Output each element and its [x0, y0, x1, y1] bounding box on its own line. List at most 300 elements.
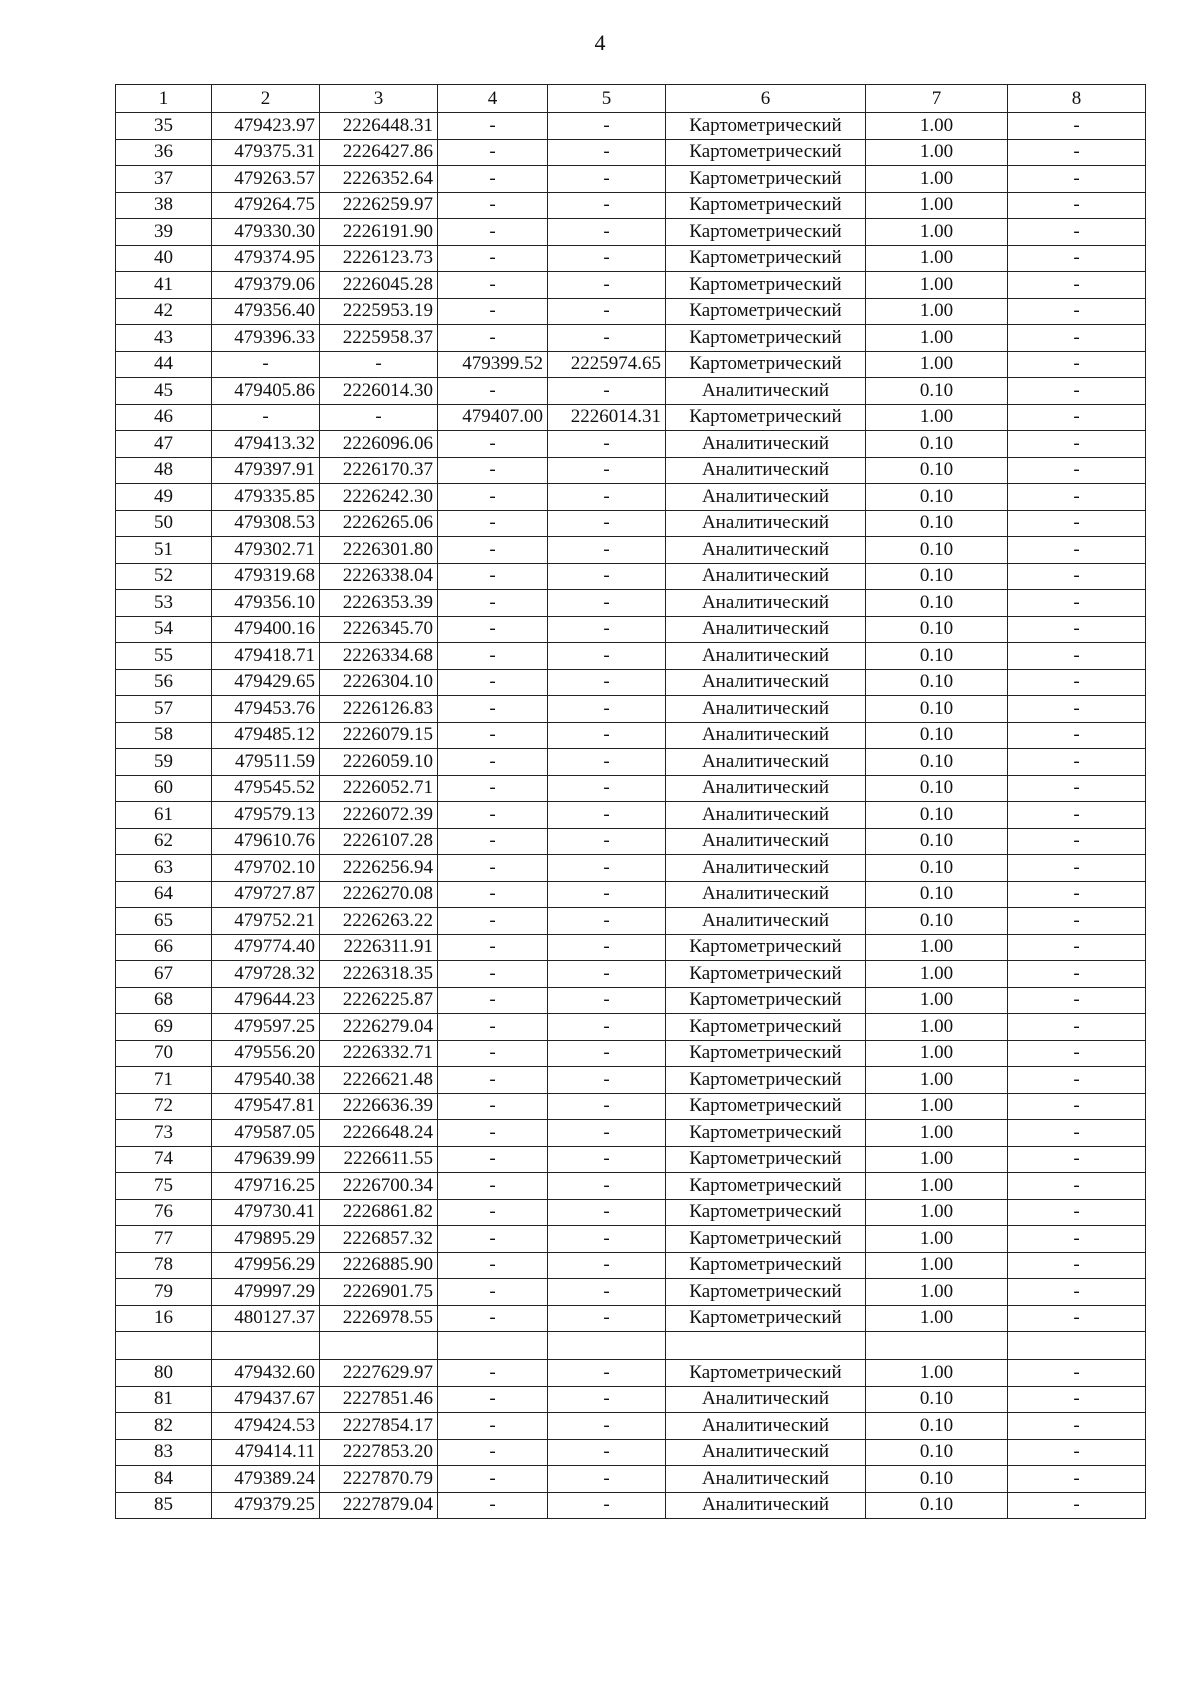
table-cell: Аналитический — [666, 643, 866, 670]
table-cell: - — [1008, 881, 1146, 908]
table-cell: 1.00 — [866, 1040, 1008, 1067]
table-cell: - — [320, 351, 438, 378]
table-cell: - — [438, 1067, 548, 1094]
table-cell: 1.00 — [866, 1093, 1008, 1120]
table-row — [116, 1466, 1146, 1493]
table-cell: 479302.71 — [212, 537, 320, 564]
table-cell: 479432.60 — [212, 1360, 320, 1387]
table-cell: 0.10 — [866, 510, 1008, 537]
table-cell: 1.00 — [866, 1360, 1008, 1387]
table-cell: - — [438, 775, 548, 802]
table-cell: 81 — [116, 1386, 212, 1413]
table-cell: - — [548, 510, 666, 537]
table-cell: - — [548, 881, 666, 908]
table-row — [116, 139, 1146, 166]
table-row — [116, 298, 1146, 325]
table-cell: - — [438, 1040, 548, 1067]
table-row — [116, 775, 1146, 802]
table-cell: - — [1008, 987, 1146, 1014]
table-cell: 59 — [116, 749, 212, 776]
table-cell: - — [438, 1492, 548, 1519]
table-cell: - — [548, 192, 666, 219]
table-cell: 0.10 — [866, 378, 1008, 405]
table-cell: 1.00 — [866, 934, 1008, 961]
table-cell — [548, 1332, 666, 1360]
table-cell: 0.10 — [866, 722, 1008, 749]
table-cell: 2226079.15 — [320, 722, 438, 749]
table-cell: 2226636.39 — [320, 1093, 438, 1120]
table-cell: 479728.32 — [212, 961, 320, 988]
table-cell: - — [438, 1466, 548, 1493]
table-cell: 2227629.97 — [320, 1360, 438, 1387]
table-cell: - — [548, 431, 666, 458]
table-cell: - — [438, 987, 548, 1014]
table-cell: - — [438, 1279, 548, 1306]
table-row — [116, 1093, 1146, 1120]
table-cell: - — [438, 802, 548, 829]
table-cell: - — [1008, 1386, 1146, 1413]
table-row — [116, 987, 1146, 1014]
table-cell: 479374.95 — [212, 245, 320, 272]
table-cell: Картометрический — [666, 1305, 866, 1332]
table-cell: 1.00 — [866, 1146, 1008, 1173]
table-cell: - — [548, 1173, 666, 1200]
table-cell: 72 — [116, 1093, 212, 1120]
table-cell: Аналитический — [666, 537, 866, 564]
table-cell: - — [548, 775, 666, 802]
table-row — [116, 590, 1146, 617]
table-cell: 0.10 — [866, 828, 1008, 855]
table-cell: 2226270.08 — [320, 881, 438, 908]
table-row — [116, 722, 1146, 749]
table-cell: - — [438, 908, 548, 935]
table-cell: 2225958.37 — [320, 325, 438, 352]
table-cell: 479639.99 — [212, 1146, 320, 1173]
table-cell: 54 — [116, 616, 212, 643]
table-cell: 64 — [116, 881, 212, 908]
table-cell: 479453.76 — [212, 696, 320, 723]
table-cell: - — [438, 1173, 548, 1200]
table-cell: 2225953.19 — [320, 298, 438, 325]
table-cell: 36 — [116, 139, 212, 166]
table-cell: Аналитический — [666, 510, 866, 537]
table-cell: - — [548, 272, 666, 299]
table-row — [116, 1439, 1146, 1466]
table-cell: 479752.21 — [212, 908, 320, 935]
table-cell: - — [1008, 537, 1146, 564]
table-cell: 479511.59 — [212, 749, 320, 776]
table-cell: - — [1008, 590, 1146, 617]
table-cell: 0.10 — [866, 590, 1008, 617]
table-cell: 69 — [116, 1014, 212, 1041]
table-cell: 2226170.37 — [320, 457, 438, 484]
table-cell — [212, 1332, 320, 1360]
table-cell: Картометрический — [666, 1252, 866, 1279]
table-row — [116, 431, 1146, 458]
table-cell: Аналитический — [666, 855, 866, 882]
table-cell: - — [548, 139, 666, 166]
table-cell: Аналитический — [666, 1492, 866, 1519]
table-cell: - — [548, 1492, 666, 1519]
table-cell: - — [548, 1146, 666, 1173]
table-cell: Аналитический — [666, 1439, 866, 1466]
table-cell: - — [1008, 616, 1146, 643]
table-row — [116, 113, 1146, 140]
table-cell: - — [1008, 351, 1146, 378]
table-cell: Картометрический — [666, 1014, 866, 1041]
table-cell: 1.00 — [866, 1226, 1008, 1253]
table-cell: 0.10 — [866, 563, 1008, 590]
table-cell: 0.10 — [866, 643, 1008, 670]
table-cell: 479540.38 — [212, 1067, 320, 1094]
table-cell: 2227853.20 — [320, 1439, 438, 1466]
table-cell: 80 — [116, 1360, 212, 1387]
table-cell: Картометрический — [666, 1067, 866, 1094]
table-cell: - — [1008, 908, 1146, 935]
coordinates-table — [115, 84, 1146, 1519]
table-row — [116, 484, 1146, 511]
table-cell: 68 — [116, 987, 212, 1014]
table-cell: 479547.81 — [212, 1093, 320, 1120]
table-cell: - — [438, 669, 548, 696]
table-cell: 1.00 — [866, 1173, 1008, 1200]
table-cell: 0.10 — [866, 537, 1008, 564]
table-cell: 1.00 — [866, 166, 1008, 193]
table-cell: - — [438, 1226, 548, 1253]
table-cell: Картометрический — [666, 987, 866, 1014]
table-cell: Картометрический — [666, 192, 866, 219]
table-row — [116, 1173, 1146, 1200]
table-cell: - — [1008, 1226, 1146, 1253]
table-cell: - — [548, 1226, 666, 1253]
table-cell: - — [438, 192, 548, 219]
table-cell: 2226885.90 — [320, 1252, 438, 1279]
table-cell: 1.00 — [866, 404, 1008, 431]
table-cell: - — [1008, 1439, 1146, 1466]
table-cell: 67 — [116, 961, 212, 988]
table-cell: 35 — [116, 113, 212, 140]
table-row — [116, 1146, 1146, 1173]
table-row — [116, 457, 1146, 484]
table-cell: 0.10 — [866, 1386, 1008, 1413]
table-cell: - — [1008, 298, 1146, 325]
table-cell: 1.00 — [866, 1120, 1008, 1147]
table-cell: 479424.53 — [212, 1413, 320, 1440]
table-cell — [1008, 1332, 1146, 1360]
table-cell: 2226126.83 — [320, 696, 438, 723]
table-cell: 48 — [116, 457, 212, 484]
table-cell: 2226353.39 — [320, 590, 438, 617]
table-row — [116, 378, 1146, 405]
table-cell: - — [548, 484, 666, 511]
table-cell: - — [1008, 1146, 1146, 1173]
table-cell: 1.00 — [866, 298, 1008, 325]
table-cell: Аналитический — [666, 378, 866, 405]
table-cell: 58 — [116, 722, 212, 749]
table-cell: - — [548, 113, 666, 140]
table-cell: - — [548, 855, 666, 882]
table-cell: 2226072.39 — [320, 802, 438, 829]
table-cell: 2226045.28 — [320, 272, 438, 299]
table-cell: 50 — [116, 510, 212, 537]
table-cell: 47 — [116, 431, 212, 458]
table-cell: - — [438, 1413, 548, 1440]
table-cell: 479610.76 — [212, 828, 320, 855]
table-cell: 2226059.10 — [320, 749, 438, 776]
table-cell: - — [438, 510, 548, 537]
table-cell: 2226052.71 — [320, 775, 438, 802]
table-cell: 75 — [116, 1173, 212, 1200]
table-cell: - — [548, 722, 666, 749]
table-cell: - — [212, 351, 320, 378]
table-cell: - — [548, 1305, 666, 1332]
table-row — [116, 404, 1146, 431]
table-cell: 2226242.30 — [320, 484, 438, 511]
table-cell: 2226301.80 — [320, 537, 438, 564]
table-cell: - — [548, 749, 666, 776]
table-cell: 2225974.65 — [548, 351, 666, 378]
table-cell: 49 — [116, 484, 212, 511]
table-cell: - — [548, 1014, 666, 1041]
table-cell: - — [438, 431, 548, 458]
table-cell: Картометрический — [666, 325, 866, 352]
table-cell: 2227870.79 — [320, 1466, 438, 1493]
table-row — [116, 669, 1146, 696]
table-cell: 79 — [116, 1279, 212, 1306]
table-cell: Картометрический — [666, 1173, 866, 1200]
table-cell: 2226123.73 — [320, 245, 438, 272]
table-cell: 1.00 — [866, 272, 1008, 299]
table-cell: Картометрический — [666, 298, 866, 325]
table-cell: 0.10 — [866, 908, 1008, 935]
table-header-cell: 2 — [212, 85, 320, 113]
table-cell: - — [438, 113, 548, 140]
table-cell: - — [1008, 1014, 1146, 1041]
page-number: 4 — [594, 30, 606, 55]
table-cell: 479389.24 — [212, 1466, 320, 1493]
table-cell: - — [438, 325, 548, 352]
table-cell: - — [548, 1439, 666, 1466]
table-cell — [320, 1332, 438, 1360]
table-row — [116, 563, 1146, 590]
table-cell: - — [548, 1279, 666, 1306]
table-row — [116, 351, 1146, 378]
table-cell: 2226014.30 — [320, 378, 438, 405]
table-cell: 0.10 — [866, 775, 1008, 802]
table-cell: - — [438, 563, 548, 590]
table-cell: Картометрический — [666, 272, 866, 299]
table-row — [116, 908, 1146, 935]
table-cell: - — [548, 245, 666, 272]
table-cell: - — [1008, 1305, 1146, 1332]
table-row — [116, 1067, 1146, 1094]
table-cell: 479556.20 — [212, 1040, 320, 1067]
table-cell: - — [548, 1120, 666, 1147]
table-cell: 2226352.64 — [320, 166, 438, 193]
table-cell: Картометрический — [666, 1279, 866, 1306]
table-cell: Картометрический — [666, 404, 866, 431]
table-cell: - — [438, 749, 548, 776]
table-cell: 479319.68 — [212, 563, 320, 590]
table-cell: 1.00 — [866, 1279, 1008, 1306]
table-cell: - — [1008, 1360, 1146, 1387]
table-cell: 0.10 — [866, 855, 1008, 882]
table-cell: 1.00 — [866, 987, 1008, 1014]
table-cell: 479335.85 — [212, 484, 320, 511]
table-cell: - — [1008, 484, 1146, 511]
table-cell: 1.00 — [866, 1199, 1008, 1226]
table-cell: - — [438, 1360, 548, 1387]
table-cell: - — [320, 404, 438, 431]
table-cell: - — [1008, 166, 1146, 193]
table-cell: 51 — [116, 537, 212, 564]
table-cell: - — [548, 1360, 666, 1387]
table-cell: 1.00 — [866, 1305, 1008, 1332]
table-cell: 479418.71 — [212, 643, 320, 670]
table-cell: Картометрический — [666, 113, 866, 140]
table-cell: - — [438, 828, 548, 855]
table-cell: - — [438, 696, 548, 723]
table-row — [116, 828, 1146, 855]
table-cell: 1.00 — [866, 351, 1008, 378]
table-cell: 479485.12 — [212, 722, 320, 749]
table-cell — [438, 1332, 548, 1360]
table-cell: Картометрический — [666, 934, 866, 961]
table-cell: - — [1008, 139, 1146, 166]
table-cell: - — [438, 961, 548, 988]
table-cell: Аналитический — [666, 828, 866, 855]
table-cell: Картометрический — [666, 166, 866, 193]
table-cell: 46 — [116, 404, 212, 431]
table-cell: 63 — [116, 855, 212, 882]
table-cell: 1.00 — [866, 139, 1008, 166]
table-cell: - — [548, 828, 666, 855]
table-cell: - — [1008, 404, 1146, 431]
table-cell: - — [1008, 563, 1146, 590]
table-cell: 1.00 — [866, 961, 1008, 988]
table-cell: Аналитический — [666, 802, 866, 829]
table-cell: 52 — [116, 563, 212, 590]
table-cell: 479702.10 — [212, 855, 320, 882]
table-cell: 44 — [116, 351, 212, 378]
table-cell: - — [438, 298, 548, 325]
table-cell: 2226448.31 — [320, 113, 438, 140]
table-cell: 479414.11 — [212, 1439, 320, 1466]
table-cell: 2226621.48 — [320, 1067, 438, 1094]
table-cell: Аналитический — [666, 908, 866, 935]
table-header-cell: 3 — [320, 85, 438, 113]
table-cell: 45 — [116, 378, 212, 405]
table-row — [116, 881, 1146, 908]
table-cell: 2226311.91 — [320, 934, 438, 961]
table-cell: 2226304.10 — [320, 669, 438, 696]
table-cell: Аналитический — [666, 1466, 866, 1493]
table-cell: - — [1008, 1040, 1146, 1067]
table-cell: 1.00 — [866, 113, 1008, 140]
table-cell: 42 — [116, 298, 212, 325]
table-cell: - — [438, 934, 548, 961]
table-cell: Картометрический — [666, 1093, 866, 1120]
table-cell: Картометрический — [666, 139, 866, 166]
table-cell: Аналитический — [666, 669, 866, 696]
table-cell: - — [1008, 510, 1146, 537]
table-row — [116, 1199, 1146, 1226]
table-cell: - — [548, 325, 666, 352]
table-cell: Картометрический — [666, 1146, 866, 1173]
table-cell: - — [1008, 1067, 1146, 1094]
table-cell: 480127.37 — [212, 1305, 320, 1332]
table-cell: 479379.06 — [212, 272, 320, 299]
table-cell: 40 — [116, 245, 212, 272]
table-cell: - — [1008, 1173, 1146, 1200]
table-cell: - — [1008, 378, 1146, 405]
table-row — [116, 749, 1146, 776]
table-cell: 0.10 — [866, 881, 1008, 908]
table-cell: 2226279.04 — [320, 1014, 438, 1041]
table-cell: - — [438, 1120, 548, 1147]
table-cell: - — [548, 1466, 666, 1493]
table-header-row — [116, 85, 1146, 113]
table-cell: 2226648.24 — [320, 1120, 438, 1147]
table-cell: - — [438, 616, 548, 643]
table-cell: Картометрический — [666, 219, 866, 246]
table-cell: - — [548, 219, 666, 246]
table-cell: - — [438, 537, 548, 564]
table-cell: - — [438, 1014, 548, 1041]
table-cell: Картометрический — [666, 1226, 866, 1253]
table-cell — [116, 1332, 212, 1360]
table-cell: 83 — [116, 1439, 212, 1466]
table-cell: - — [438, 457, 548, 484]
table-row — [116, 1120, 1146, 1147]
table-cell: 2226857.32 — [320, 1226, 438, 1253]
table-cell: 2226332.71 — [320, 1040, 438, 1067]
table-cell: 479356.10 — [212, 590, 320, 617]
table-row — [116, 272, 1146, 299]
table-cell: - — [548, 696, 666, 723]
table-cell: 2226861.82 — [320, 1199, 438, 1226]
table-cell: 479308.53 — [212, 510, 320, 537]
table-row — [116, 1360, 1146, 1387]
table-cell: 479397.91 — [212, 457, 320, 484]
table-cell: - — [1008, 219, 1146, 246]
table-row — [116, 961, 1146, 988]
table-row — [116, 1014, 1146, 1041]
table-cell: 479997.29 — [212, 1279, 320, 1306]
table-cell: 53 — [116, 590, 212, 617]
table-cell: - — [1008, 1252, 1146, 1279]
table-cell: 0.10 — [866, 1492, 1008, 1519]
table-row — [116, 1040, 1146, 1067]
table-cell: - — [438, 1093, 548, 1120]
table-cell: 76 — [116, 1199, 212, 1226]
table-cell: Аналитический — [666, 696, 866, 723]
table-cell: 479727.87 — [212, 881, 320, 908]
table-cell: - — [1008, 1466, 1146, 1493]
table-cell: Аналитический — [666, 563, 866, 590]
table-cell: 479716.25 — [212, 1173, 320, 1200]
table-cell: - — [1008, 1279, 1146, 1306]
table-cell: - — [548, 378, 666, 405]
table-cell: - — [1008, 669, 1146, 696]
table-cell: 2226700.34 — [320, 1173, 438, 1200]
table-header-cell: 1 — [116, 85, 212, 113]
table-cell: 0.10 — [866, 484, 1008, 511]
table-cell: 0.10 — [866, 802, 1008, 829]
table-cell: - — [1008, 775, 1146, 802]
table-cell: 2226263.22 — [320, 908, 438, 935]
table-cell: - — [1008, 431, 1146, 458]
